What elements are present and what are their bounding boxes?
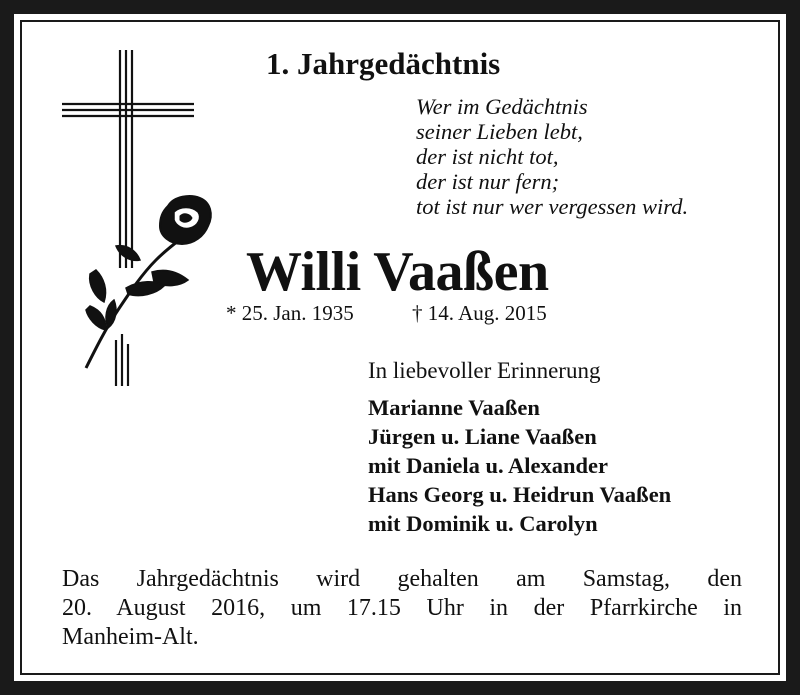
anniversary-heading: 1. Jahrgedächtnis bbox=[266, 46, 501, 81]
life-dates bbox=[226, 301, 547, 326]
quote-line: seiner Lieben lebt, bbox=[416, 119, 583, 144]
quote-line: der ist nur fern; bbox=[416, 169, 560, 194]
rose-icon bbox=[86, 196, 211, 368]
deceased-name: Willi Vaaßen bbox=[246, 241, 549, 303]
notice-line: 20. August 2016, um 17.15 Uhr in der Pfarrkirche in bbox=[62, 595, 742, 621]
notice-line: Das Jahrgedächtnis wird gehalten am Samstag, den bbox=[62, 566, 742, 592]
cross-with-rose-artwork bbox=[56, 48, 221, 393]
birth-date: * 25. Jan. 1935 bbox=[226, 301, 354, 325]
service-notice bbox=[62, 565, 742, 652]
death-date: † 14. Aug. 2015 bbox=[412, 301, 547, 325]
mourners-list bbox=[368, 393, 671, 538]
mourner-name: mit Daniela u. Alexander bbox=[368, 453, 608, 478]
notice-line: Manheim-Alt. bbox=[62, 624, 199, 650]
mourner-name: mit Dominik u. Carolyn bbox=[368, 511, 598, 536]
mourner-name: Jürgen u. Liane Vaaßen bbox=[368, 424, 597, 449]
memorial-quote bbox=[416, 94, 688, 219]
remembrance-line: In liebevoller Erinnerung bbox=[368, 358, 601, 383]
mourner-name: Hans Georg u. Heidrun Vaaßen bbox=[368, 482, 672, 507]
quote-line: Wer im Gedächtnis bbox=[416, 94, 588, 119]
quote-line: der ist nicht tot, bbox=[416, 144, 559, 169]
quote-line: tot ist nur wer vergessen wird. bbox=[416, 194, 689, 219]
mourner-name: Marianne Vaaßen bbox=[368, 395, 540, 420]
